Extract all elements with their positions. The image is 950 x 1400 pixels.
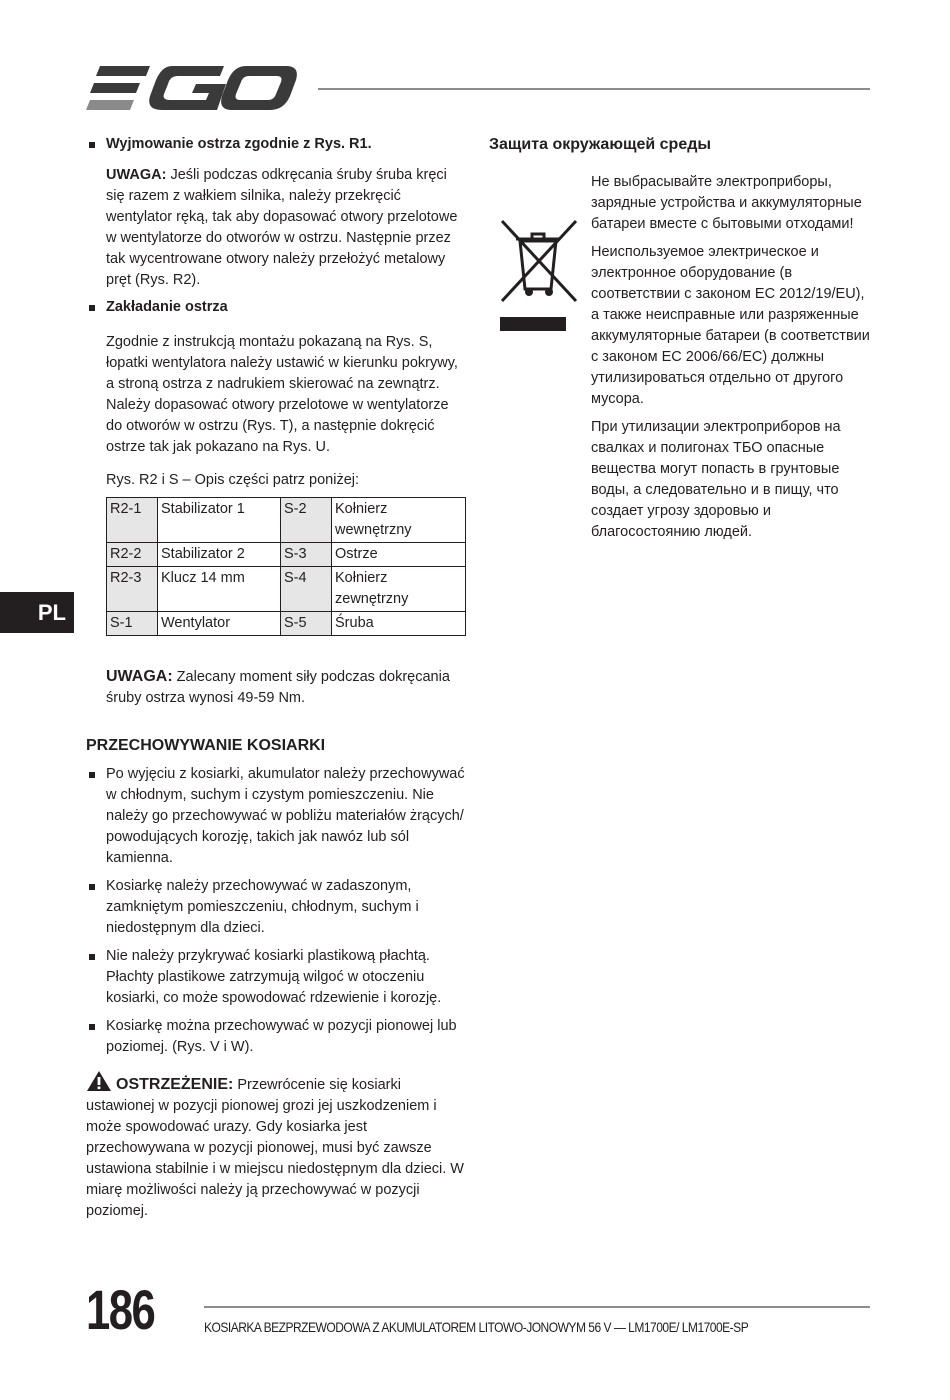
footer-title: KOSIARKA BEZPRZEWODOWA Z AKUMULATOREM LITOWO-JONOWYM 56 V — LM1700E/ LM1700E-SP [204, 1319, 749, 1335]
storage-bullet: Kosiarkę można przechowywać w pozycji pionowej lub poziomej. (Rys. V i W). [86, 1016, 468, 1058]
part-name: Kołnierz wewnętrzny [332, 498, 466, 543]
part-code: R2-2 [107, 543, 158, 567]
part-name: Ostrze [332, 543, 466, 567]
note-label: UWAGA: [106, 167, 167, 183]
crossed-bin-icon [498, 217, 580, 337]
page-number: 186 [86, 1278, 155, 1341]
part-code: S-5 [281, 612, 332, 636]
part-code: S-2 [281, 498, 332, 543]
part-code: S-3 [281, 543, 332, 567]
part-name: Klucz 14 mm [158, 567, 281, 612]
part-name: Stabilizator 1 [158, 498, 281, 543]
storage-bullet: Nie należy przykrywać kosiarki plastikową płachtą. Płachty plastikowe zatrzymują wilgoć w otoczeniu kosiarki, co może spowodować rdzewienie i korozję. [86, 946, 468, 1009]
part-code: S-1 [107, 612, 158, 636]
environment-paragraph-3: При утилизации электроприборов на свалках и полигонах ТБО опасные вещества могут попасть в грунтовые воды, а следовательно и в пищу, что создает угрозу здоровью и благосостоянию людей. [591, 419, 841, 540]
storage-bullet: Po wyjęciu z kosiarki, akumulator należy przechowywać w chłodnym, suchym i czystym pomieszczeniu. Nie należy go przechowywać w pobliżu materiałów żrących/ powodujących korozję, takich jak nawóz lub sól kamienna. [86, 764, 468, 869]
warning-triangle-icon [86, 1070, 112, 1092]
part-code: R2-1 [107, 498, 158, 543]
warning-block [86, 1070, 468, 1222]
bullet-blade-removal: Wyjmowanie ostrza zgodnie z Rys. R1. [86, 134, 468, 155]
language-tab-label: PL [37, 600, 66, 625]
warning-text: Przewrócenie się kosiarki ustawionej w pozycji pionowej grozi jej uszkodzeniem i może spowodować urazy. Gdy kosiarka jest przechowywana w pozycji pionowej, musi być zawsze ustawiona stabilnie i w miejscu niedostępnym dla dzieci. W miarę możliwości należy ją przechowywać w pozycji poziomej. [86, 1077, 464, 1219]
parts-table [106, 497, 466, 636]
left-column [86, 134, 468, 1222]
note-text: Zalecany moment siły podczas dokręcania śruby ostrza wynosi 49-59 Nm. [106, 669, 450, 706]
paragraph-blade-install: Zgodnie z instrukcją montażu pokazaną na Rys. S, łopatki wentylatora należy ustawić w kierunku pokrywy, a stroną ostrza z nadrukiem skierować na zewnątrz. Należy dopasować otwory przelotowe w wentylatorze do otworów w ostrzu (Rys. T), a następnie dokręcić ostrze tak jak pokazano na Rys. U. [106, 334, 458, 455]
note-label: UWAGA: [106, 668, 173, 685]
storage-bullet: Kosiarkę należy przechowywać w zadaszonym, zamkniętym pomieszczeniu, chłodnym, suchym i niedostępnym dla dzieci. [86, 876, 468, 939]
storage-list [86, 764, 468, 1058]
environment-paragraph-1: Не выбрасывайте электроприборы, зарядные устройства и аккумуляторные батареи вместе с бытовыми отходами! [591, 174, 862, 232]
warning-label: OSTRZEŻENIE: [116, 1076, 234, 1093]
footer-rule [204, 1306, 870, 1308]
part-name: Kołnierz zewnętrzny [332, 567, 466, 612]
part-code: R2-3 [107, 567, 158, 612]
table-row [107, 543, 466, 567]
table-caption: Rys. R2 i S – Opis części patrz poniżej: [106, 472, 360, 488]
language-tab [0, 592, 74, 633]
right-column [489, 134, 870, 550]
note-text: Jeśli podczas odkręcania śruby śruba kręci się razem z wałkiem silnika, należy przekręcić wentylator ręką, tak aby dopasować otwory przelotowe w wentylatorze do otworów w ostrzu. Następnie przez tak wycentrowane otwory należy przełożyć metalowy pręt (Rys. R2). [106, 167, 458, 288]
header-rule [318, 88, 870, 90]
storage-title: PRZECHOWYWANIE KOSIARKI [86, 737, 326, 754]
note-blade-removal [86, 165, 468, 291]
table-row [107, 612, 466, 636]
ego-logo [86, 64, 298, 112]
table-row [107, 567, 466, 612]
table-row [107, 498, 466, 543]
part-name: Wentylator [158, 612, 281, 636]
part-name: Śruba [332, 612, 466, 636]
part-name: Stabilizator 2 [158, 543, 281, 567]
part-code: S-4 [281, 567, 332, 612]
note-torque [86, 666, 468, 709]
environment-paragraph-2: Неиспользуемое электрическое и электронное оборудование (в соответствии с законом ЕС 2012/19/EU), а также неисправные или разряженные аккумуляторные батареи (в соответствии с законом ЕС 2006/66/ЕС) должны утилизироваться отдельно от другого мусора. [591, 244, 870, 407]
bullet-blade-install: Zakładanie ostrza [86, 297, 468, 318]
environment-title: Защита окружающей среды [489, 136, 712, 153]
